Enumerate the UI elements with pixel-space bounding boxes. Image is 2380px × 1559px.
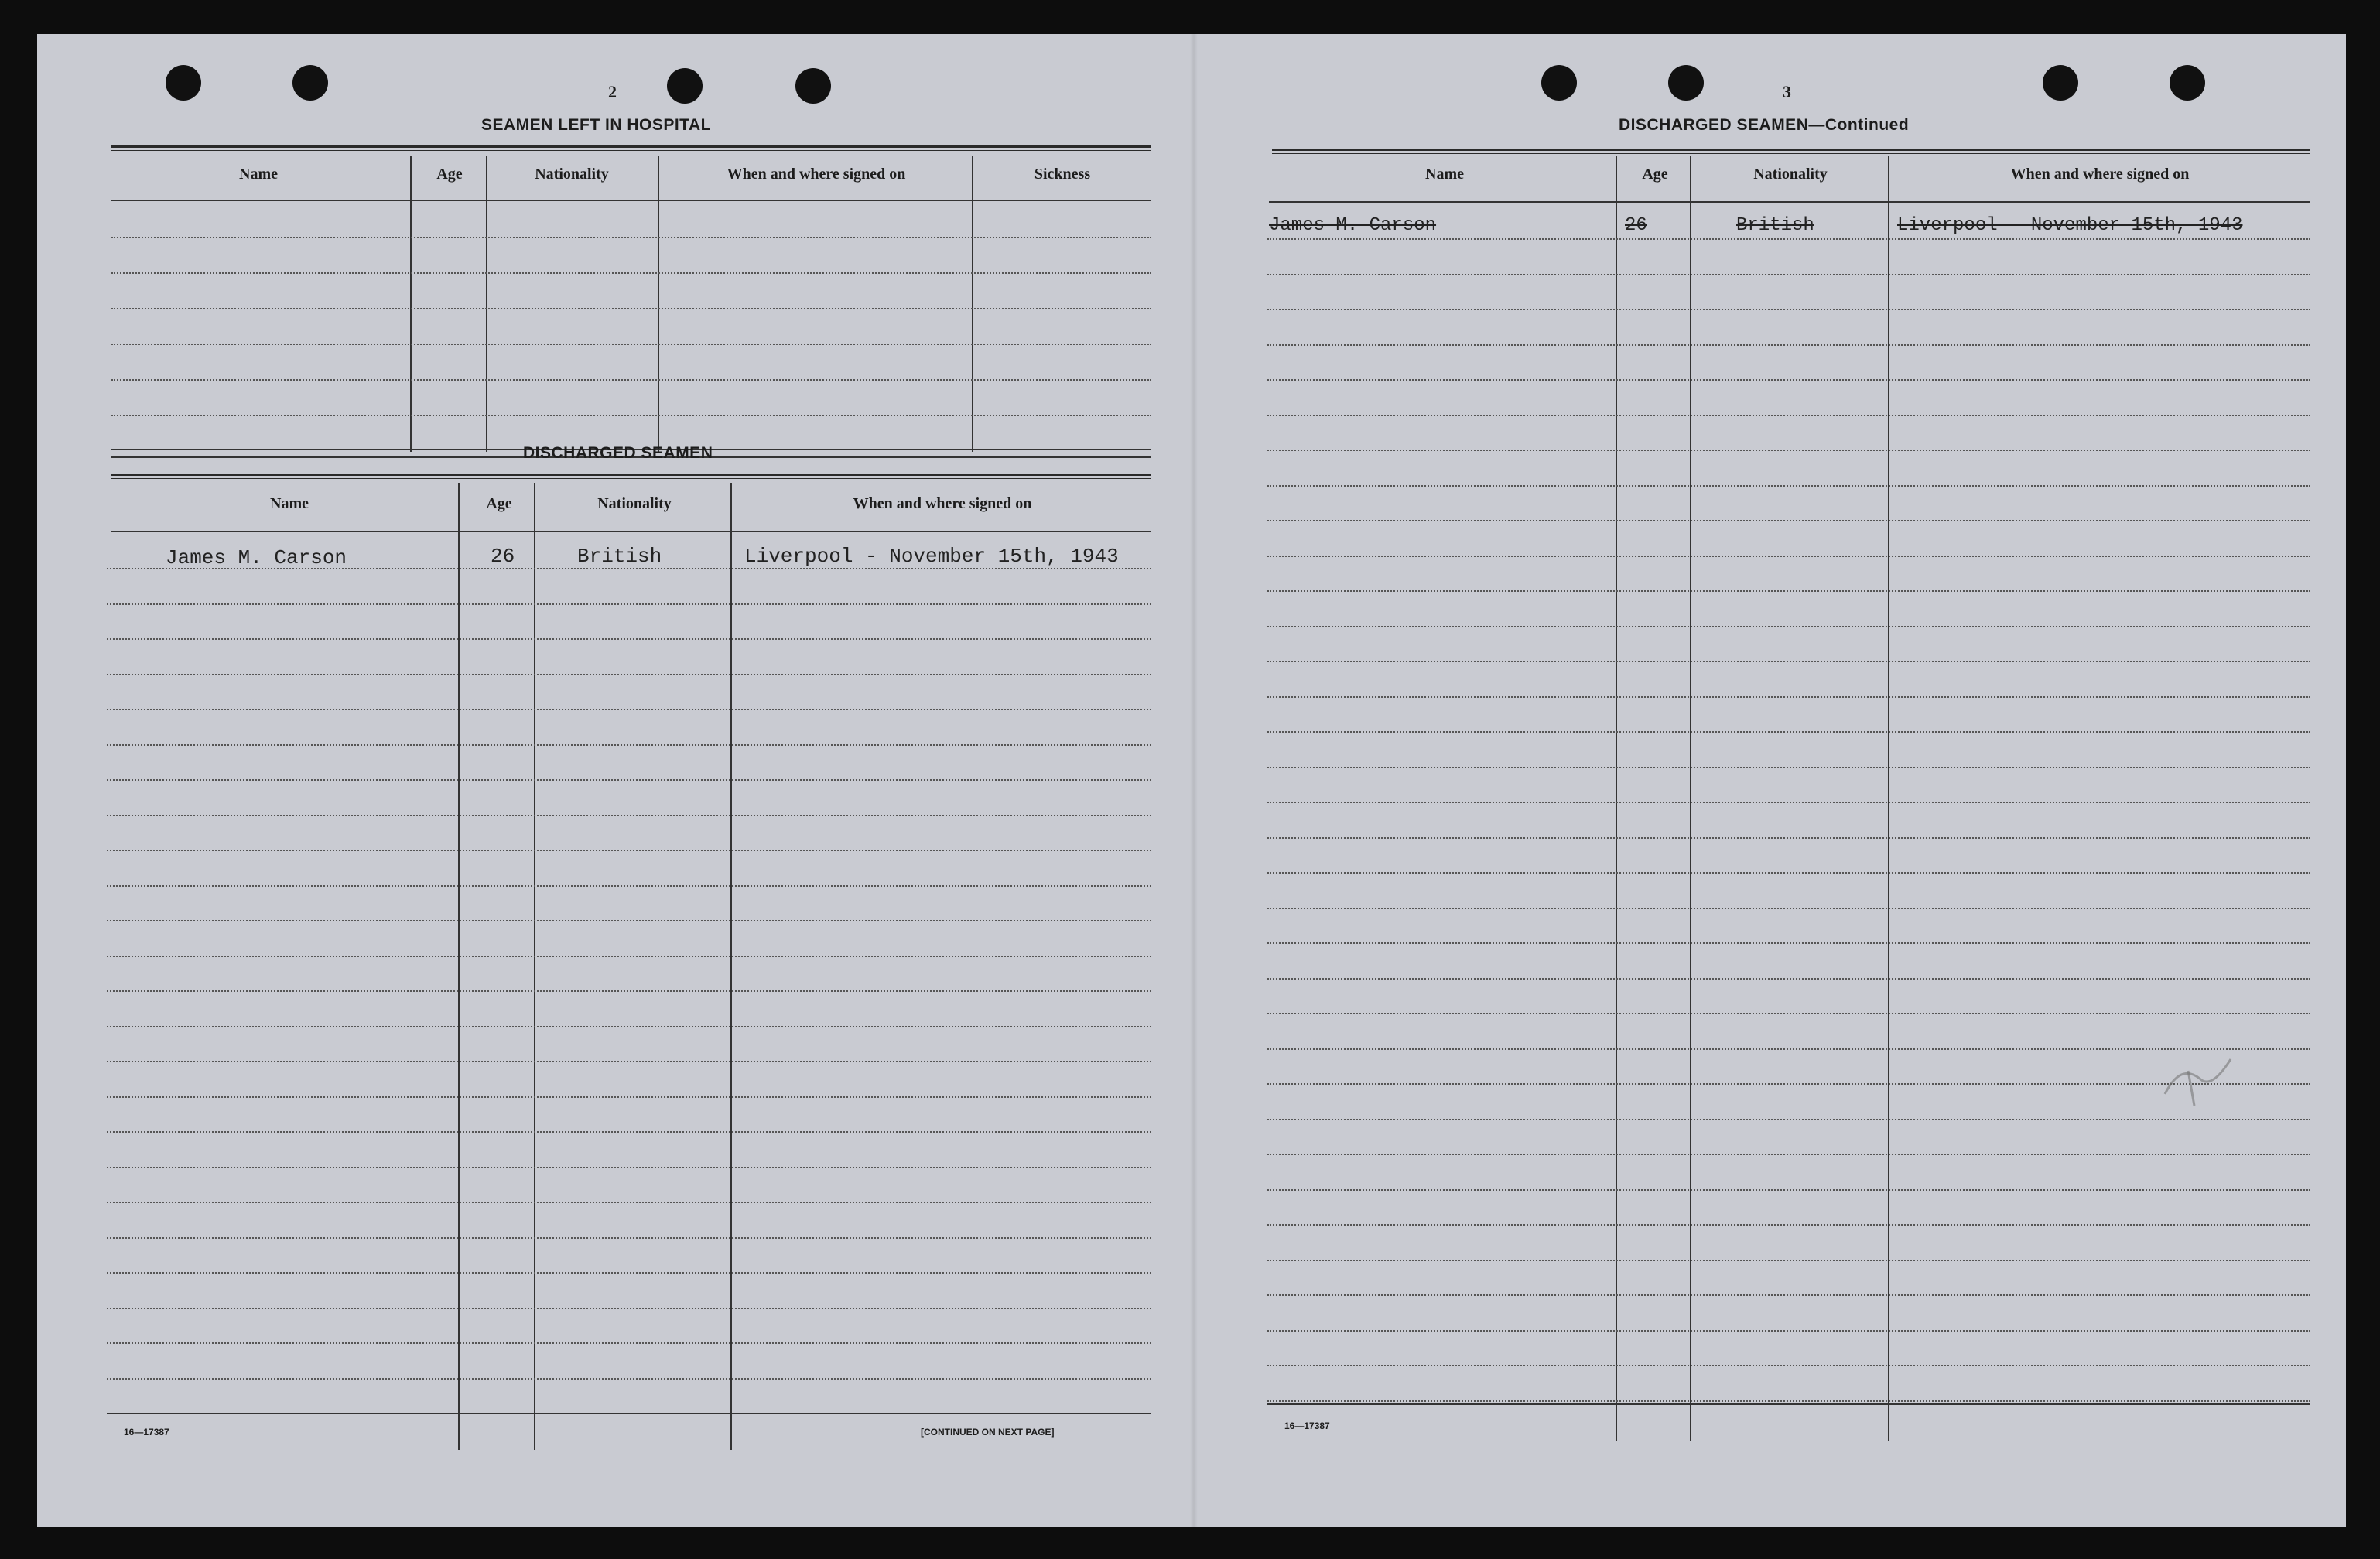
hospital-row-rule	[111, 237, 1151, 238]
row-rule	[107, 674, 1151, 675]
discharged-continued-title-main: DISCHARGED SEAMEN	[1619, 116, 1809, 134]
hospital-col-divider	[410, 156, 412, 452]
row-rule	[1267, 626, 2310, 627]
row-rule	[1267, 1119, 2310, 1120]
continued-col-when-where: When and where signed on	[2010, 166, 2190, 183]
row-rule	[1267, 520, 2310, 521]
continued-table-top-rule	[1272, 149, 2310, 154]
punch-hole-icon	[1668, 65, 1704, 101]
hospital-col-divider	[658, 156, 659, 452]
handwritten-mark-icon	[2157, 1048, 2242, 1117]
row-rule	[1267, 1083, 2310, 1085]
discharged-nationality-cell: British	[577, 545, 662, 568]
row-rule	[1267, 238, 2310, 240]
row-rule	[107, 1061, 1151, 1062]
discharged-section-title: DISCHARGED SEAMEN	[523, 444, 713, 462]
row-rule	[107, 603, 1151, 605]
row-rule	[107, 1096, 1151, 1098]
row-rule	[107, 744, 1151, 746]
continued-age-cell: 26	[1625, 215, 1647, 236]
hospital-col-sickness: Sickness	[1034, 166, 1091, 183]
hospital-row-rule	[111, 415, 1151, 416]
row-rule	[107, 709, 1151, 710]
continued-col-divider	[1690, 156, 1691, 1441]
hospital-col-nationality: Nationality	[535, 166, 609, 183]
row-rule	[1267, 379, 2310, 381]
row-rule	[1267, 485, 2310, 487]
discharged-signed-on-cell: Liverpool - November 15th, 1943	[744, 545, 1119, 568]
row-rule	[1267, 1048, 2310, 1050]
row-rule	[1267, 802, 2310, 803]
form-number: 16—17387	[1284, 1421, 1330, 1431]
row-rule	[107, 1308, 1151, 1309]
continued-table-bottom-rule	[1267, 1403, 2310, 1405]
row-rule	[1267, 415, 2310, 416]
hospital-col-divider	[972, 156, 973, 452]
row-rule	[1267, 1260, 2310, 1261]
row-rule	[1267, 942, 2310, 944]
continued-signed-on-cell: Liverpool - November 15th, 1943	[1897, 215, 2243, 236]
hospital-table-top-rule	[111, 145, 1151, 151]
discharged-table-top-rule	[111, 474, 1151, 479]
hospital-col-name: Name	[239, 166, 278, 183]
row-rule	[107, 568, 1151, 569]
row-rule	[1267, 731, 2310, 733]
document-sheet	[37, 34, 2346, 1527]
row-rule	[1267, 556, 2310, 557]
row-rule	[1267, 767, 2310, 768]
punch-hole-icon	[1541, 65, 1577, 101]
hospital-col-when-where: When and where signed on	[727, 166, 906, 183]
row-rule	[107, 638, 1151, 640]
row-rule	[1267, 661, 2310, 662]
punch-hole-icon	[667, 68, 703, 104]
discharged-continued-title	[1619, 116, 1909, 135]
hospital-col-divider	[486, 156, 487, 452]
continued-name-cell: James M. Carson	[1269, 215, 1437, 236]
row-rule	[107, 779, 1151, 781]
row-rule	[107, 885, 1151, 887]
punch-hole-icon	[795, 68, 831, 104]
hospital-row-rule	[111, 344, 1151, 345]
row-rule	[107, 1167, 1151, 1168]
continued-nationality-cell: British	[1736, 215, 1814, 236]
continued-col-divider	[1888, 156, 1889, 1441]
hospital-row-rule	[111, 272, 1151, 274]
hospital-row-rule	[111, 379, 1151, 381]
form-number: 16—17387	[124, 1427, 169, 1438]
discharged-continued-suffix: —Continued	[1808, 116, 1910, 134]
discharged-col-age: Age	[486, 495, 512, 512]
discharged-col-name: Name	[270, 495, 309, 512]
discharged-age-cell: 26	[491, 545, 515, 568]
row-rule	[1267, 1154, 2310, 1155]
continued-header-rule	[1269, 201, 2310, 203]
hospital-row-rule	[111, 308, 1151, 309]
discharged-col-divider	[458, 483, 460, 1450]
row-rule	[1267, 590, 2310, 592]
discharged-col-divider	[730, 483, 732, 1450]
row-rule	[107, 990, 1151, 992]
discharged-header-rule	[111, 531, 1151, 532]
hospital-section-title: SEAMEN LEFT IN HOSPITAL	[481, 116, 711, 134]
discharged-col-nationality: Nationality	[597, 495, 672, 512]
row-rule	[1267, 978, 2310, 980]
row-rule	[107, 1131, 1151, 1133]
row-rule	[1267, 1013, 2310, 1014]
discharged-table-bottom-rule	[107, 1413, 1151, 1414]
row-rule	[1267, 696, 2310, 698]
discharged-col-divider	[534, 483, 535, 1450]
row-rule	[107, 920, 1151, 921]
discharged-col-when-where: When and where signed on	[853, 495, 1032, 512]
page-number: 3	[1783, 82, 1791, 101]
continued-note: [CONTINUED ON NEXT PAGE]	[921, 1427, 1055, 1438]
row-rule	[1267, 872, 2310, 874]
page-number: 2	[608, 82, 617, 101]
punch-hole-icon	[2170, 65, 2205, 101]
continued-col-name: Name	[1425, 166, 1464, 183]
hospital-header-rule	[111, 200, 1151, 201]
row-rule	[107, 1342, 1151, 1344]
discharged-name-cell: James M. Carson	[166, 546, 347, 569]
row-rule	[1267, 1400, 2310, 1402]
row-rule	[1267, 344, 2310, 346]
hospital-col-age: Age	[436, 166, 463, 183]
row-rule	[107, 1272, 1151, 1274]
row-rule	[1267, 908, 2310, 909]
row-rule	[107, 815, 1151, 816]
row-rule	[107, 1026, 1151, 1027]
punch-hole-icon	[166, 65, 201, 101]
row-rule	[1267, 274, 2310, 275]
row-rule	[1267, 1189, 2310, 1191]
row-rule	[1267, 1365, 2310, 1366]
row-rule	[107, 1237, 1151, 1239]
row-rule	[1267, 1330, 2310, 1332]
punch-hole-icon	[2043, 65, 2078, 101]
continued-col-divider	[1616, 156, 1617, 1441]
row-rule	[107, 850, 1151, 851]
row-rule	[107, 1378, 1151, 1380]
punch-hole-icon	[292, 65, 328, 101]
row-rule	[1267, 1294, 2310, 1296]
continued-col-nationality: Nationality	[1753, 166, 1828, 183]
continued-col-age: Age	[1642, 166, 1668, 183]
row-rule	[1267, 450, 2310, 451]
row-rule	[1267, 837, 2310, 839]
row-rule	[1267, 309, 2310, 310]
row-rule	[1267, 1224, 2310, 1226]
row-rule	[107, 1202, 1151, 1203]
row-rule	[107, 956, 1151, 957]
